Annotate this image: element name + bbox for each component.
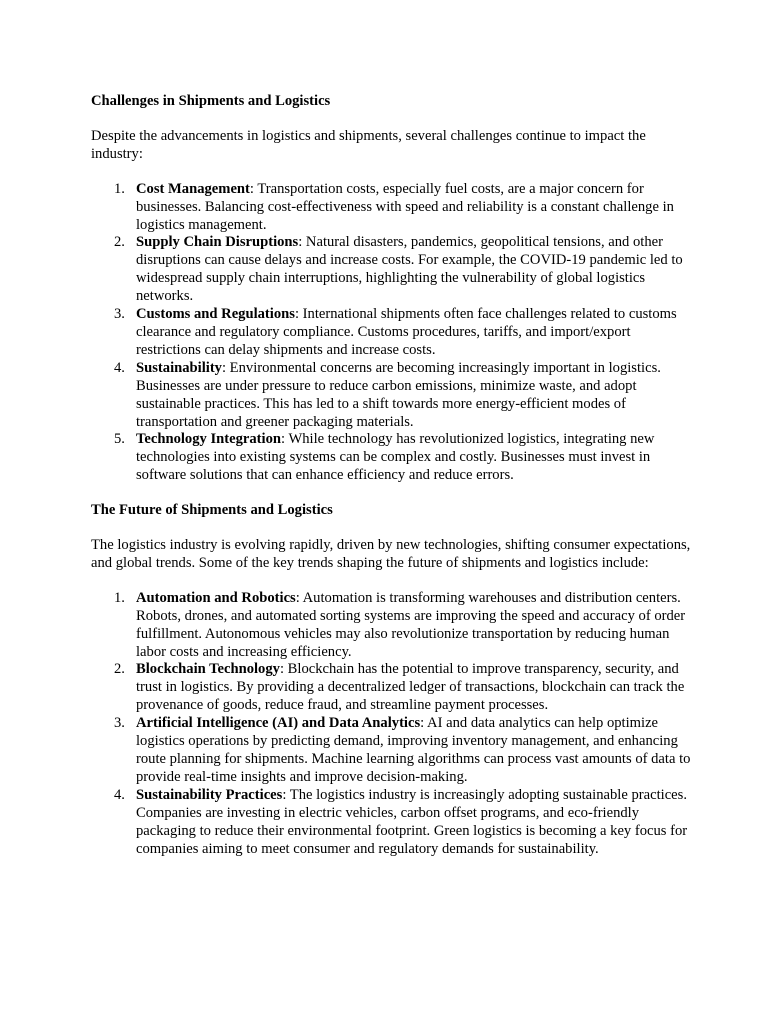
list-item [114,306,691,360]
list-text: : International shipments often face challenges related to customs clearance and regulatory compliance. Customs procedures, tariffs, and import/export restrictions can delay shipments and increase costs. [136,306,677,358]
list-term: Technology Integration [136,431,282,448]
list-item [114,359,691,432]
section-heading-challenges: Challenges in Shipments and Logistics [91,93,331,109]
list-term: Customs and Regulations [136,306,295,323]
list-item [114,234,691,306]
list-number: 5. [114,431,125,448]
list-item [114,431,691,485]
list-number: 1. [114,180,125,197]
list-term: Artificial Intelligence (AI) and Data Analytics [136,715,421,732]
list-text: : While technology has revolutionized logistics, integrating new technologies into existing systems can be complex and costly. Businesses must invest in software solutions that can enhance efficiency and reduce errors. [136,431,655,484]
trends-list [91,590,691,859]
list-number: 3. [114,715,125,732]
list-number: 2. [114,234,125,251]
list-number: 3. [114,306,125,323]
list-number: 4. [114,786,125,803]
list-text: : Environmental concerns are becoming increasingly important in logistics. Businesses are under pressure to reduce carbon emissions, minimize waste, and adopt sustainable practices. This has led to a shift towards more energy-efficient modes of transportation and greener packaging materials. [136,359,661,430]
list-number: 4. [114,359,125,376]
intro-paragraph-future: The logistics industry is evolving rapidly, driven by new technologies, shifting consumer expectations, and global trends. Some of the key trends shaping the future of shipments and logistics include: [91,537,691,571]
list-text: : Transportation costs, especially fuel costs, are a major concern for businesses. Balancing cost-effectiveness with speed and reliability is a constant challenge in logistics management. [136,180,674,233]
intro-paragraph-challenges: Despite the advancements in logistics and shipments, several challenges continue to impact the industry: [91,127,646,162]
list-text: : Natural disasters, pandemics, geopolitical tensions, and other disruptions can cause delays and increase costs. For example, the COVID-19 pandemic led to widespread supply chain interruptions, highlighting the vulnerability of global logistics networks. [136,234,683,305]
list-item [114,180,691,235]
list-item [114,589,691,662]
list-term: Cost Management [136,180,250,197]
list-number: 2. [114,661,125,678]
list-number: 1. [114,589,125,606]
list-term: Sustainability [136,359,222,376]
list-term: Blockchain Technology [136,661,280,678]
list-term: Supply Chain Disruptions [136,234,299,251]
list-item [114,661,691,715]
section-heading-future: The Future of Shipments and Logistics [91,502,333,519]
list-text: : AI and data analytics can help optimize logistics operations by predicting demand, improving inventory management, and enhancing route planning for shipments. Machine learning algorithms can process vast amounts of data to provide real-time insights and improve decision-making. [136,715,691,785]
list-text: : Blockchain has the potential to improve transparency, security, and trust in logistics. By providing a decentralized ledger of transactions, blockchain can track the provenance of goods, reduce fraud, and streamline payment processes. [136,661,685,714]
list-term: Sustainability Practices [136,786,283,803]
list-item [114,715,691,787]
challenges-list [91,181,691,485]
list-term: Automation and Robotics [136,589,296,606]
list-text: : Automation is transforming warehouses and distribution centers. Robots, drones, and automated sorting systems are improving the speed and accuracy of order fulfillment. Autonomous vehicles may also revolutionize transportation by reducing human labor costs and increasing efficiency. [136,589,686,660]
document-page [91,93,691,858]
list-item [114,786,691,859]
list-text: : The logistics industry is increasingly adopting sustainable practices. Companies are investing in electric vehicles, carbon offset programs, and eco-friendly packaging to reduce their environmental footprint. Green logistics is becoming a key focus for companies aiming to meet consumer and regulatory demands for sustainability. [136,786,688,857]
